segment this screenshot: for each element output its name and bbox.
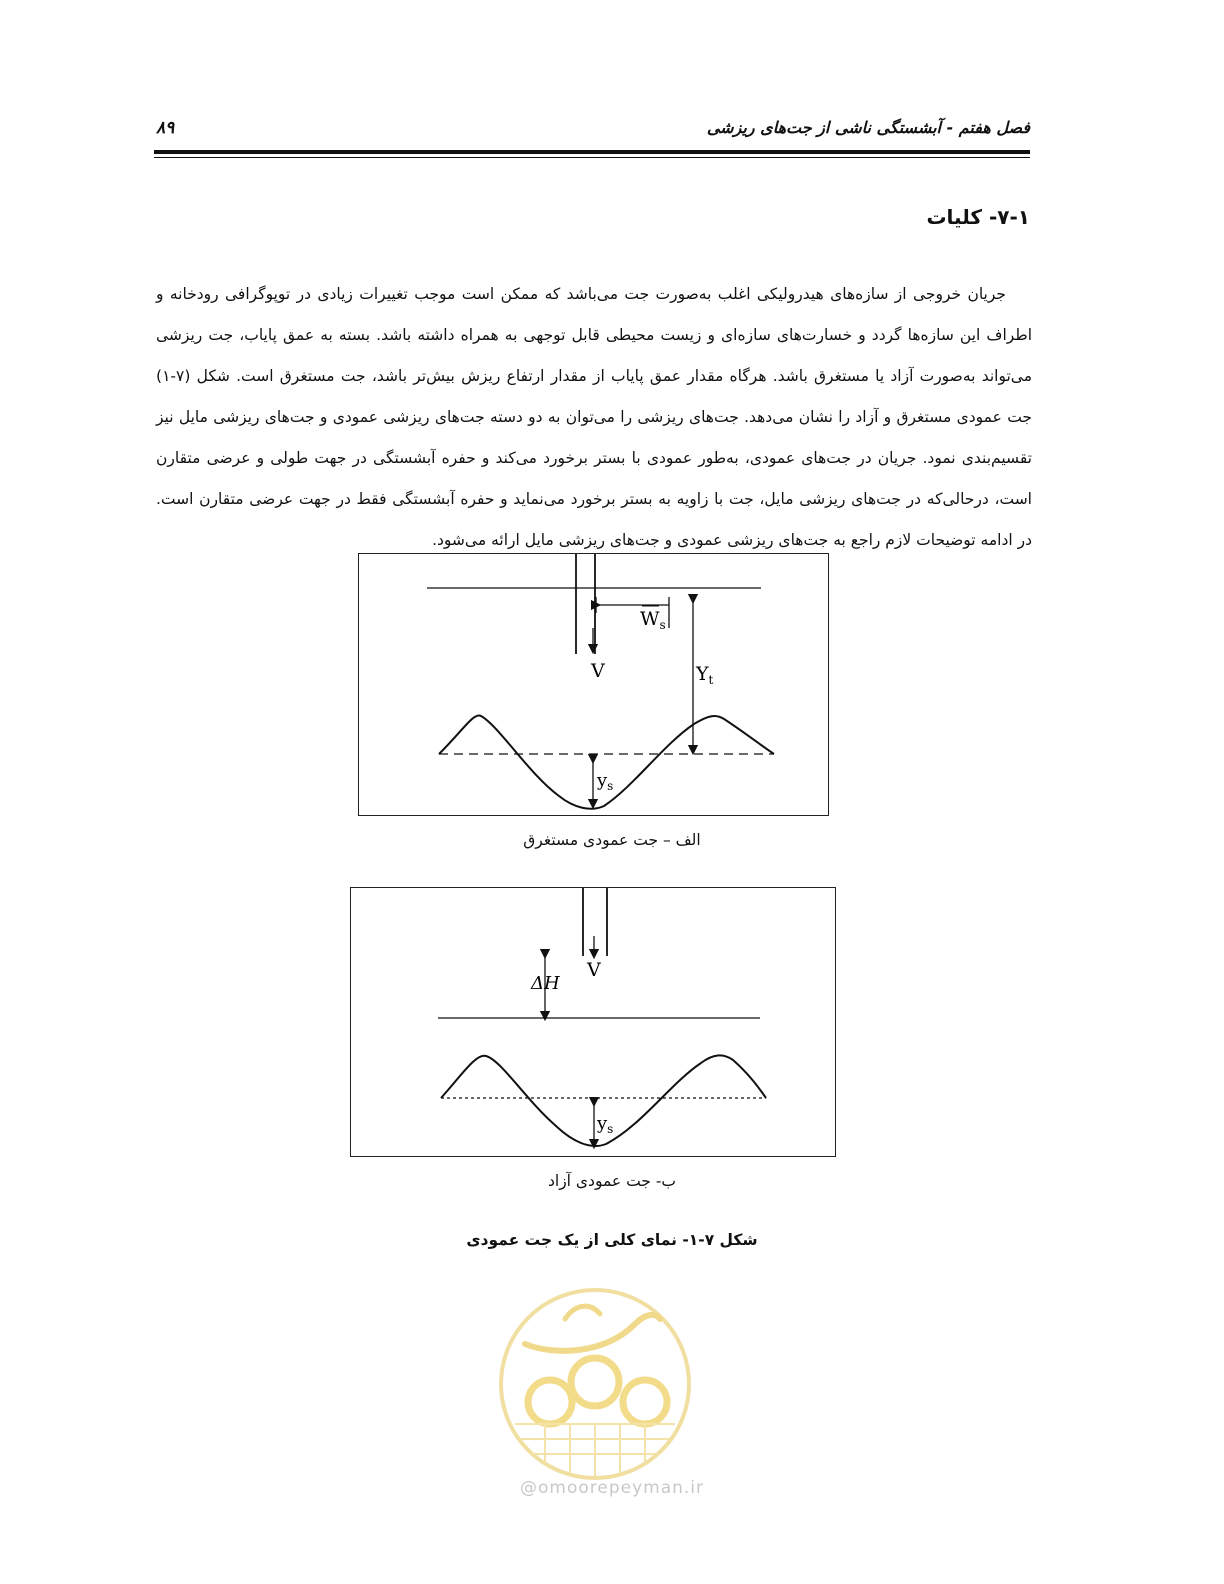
scour-depth-label: $y_s$ <box>597 1113 614 1136</box>
figure-panel-free-jet <box>350 887 836 1157</box>
submerged-jet-diagram <box>359 554 828 815</box>
scour-depth-label: $y_s$ <box>597 770 614 793</box>
watermark-script-stroke <box>525 1315 660 1351</box>
velocity-label: V <box>587 959 601 981</box>
caption-panel-a: الف – جت عمودی مستغرق <box>523 831 701 849</box>
caption-panel-b: ب- جت عمودی آزاد <box>547 1172 677 1190</box>
watermark-grid <box>515 1424 675 1476</box>
scour-hole-profile <box>439 715 774 808</box>
header-rule-thin <box>154 157 1030 158</box>
figure-title: شکل ۷-۱- نمای کلی از یک جت عمودی <box>466 1231 758 1249</box>
free-jet-diagram <box>351 888 835 1156</box>
tailwater-depth-label: $Y_t$ <box>696 663 714 687</box>
watermark-url: @omoorepeyman.ir <box>519 1478 705 1498</box>
width-label: $W_s$ <box>640 608 666 632</box>
chapter-header-title: فصل هفتم - آبشستگی ناشی از جت‌های ریزشی <box>706 118 1030 137</box>
section-heading: ۷-۱- کلیات <box>926 205 1030 229</box>
body-paragraph: جریان خروجی از سازه‌های هیدرولیکی اغلب به‌صورت جت می‌باشد که ممکن است موجب تغییرات زیادی در توپوگرافی رودخانه و اطراف این سازه‌ها گردد و خسارت‌های سازه‌ای و زیست محیطی قابل توجهی به همراه داشته باشد. بسته به عمق پایاب، جت ریزشی می‌تواند به‌صورت آزاد یا مستغرق باشد. هرگاه مقدار عمق پایاب از مقدار ارتفاع ریزش بیش‌تر باشد، جت مستغرق است. شکل (۷-۱) جت عمودی مستغرق و آزاد را نشان می‌دهد. جت‌های ریزشی را می‌توان به دو دسته جت‌های ریزشی عمودی و جت‌های ریزشی مایل نیز تقسیم‌بندی نمود. جریان در جت‌های عمودی، به‌طور عمودی با بستر برخورد می‌کند و حفره آبشستگی در جهت طولی و عرضی متقارن است، درحالی‌که در جت‌های ریزشی مایل، جت با زاویه به بستر برخورد می‌نماید و حفره آبشستگی فقط در جهت عرضی متقارن است. در ادامه توضیحات لازم راجع به جت‌های ریزشی عمودی و جت‌های ریزشی مایل ارائه می‌شود. <box>156 284 1032 549</box>
page-number: ۸۹ <box>156 118 175 138</box>
watermark-gears <box>528 1358 667 1424</box>
drop-height-label: ΔH <box>531 973 560 994</box>
velocity-label: V <box>591 660 605 682</box>
watermark-logo <box>495 1284 695 1484</box>
header-rule-thick <box>154 150 1030 154</box>
figure-panel-submerged-jet <box>358 553 829 816</box>
watermark-script-stroke-2 <box>565 1306 600 1319</box>
